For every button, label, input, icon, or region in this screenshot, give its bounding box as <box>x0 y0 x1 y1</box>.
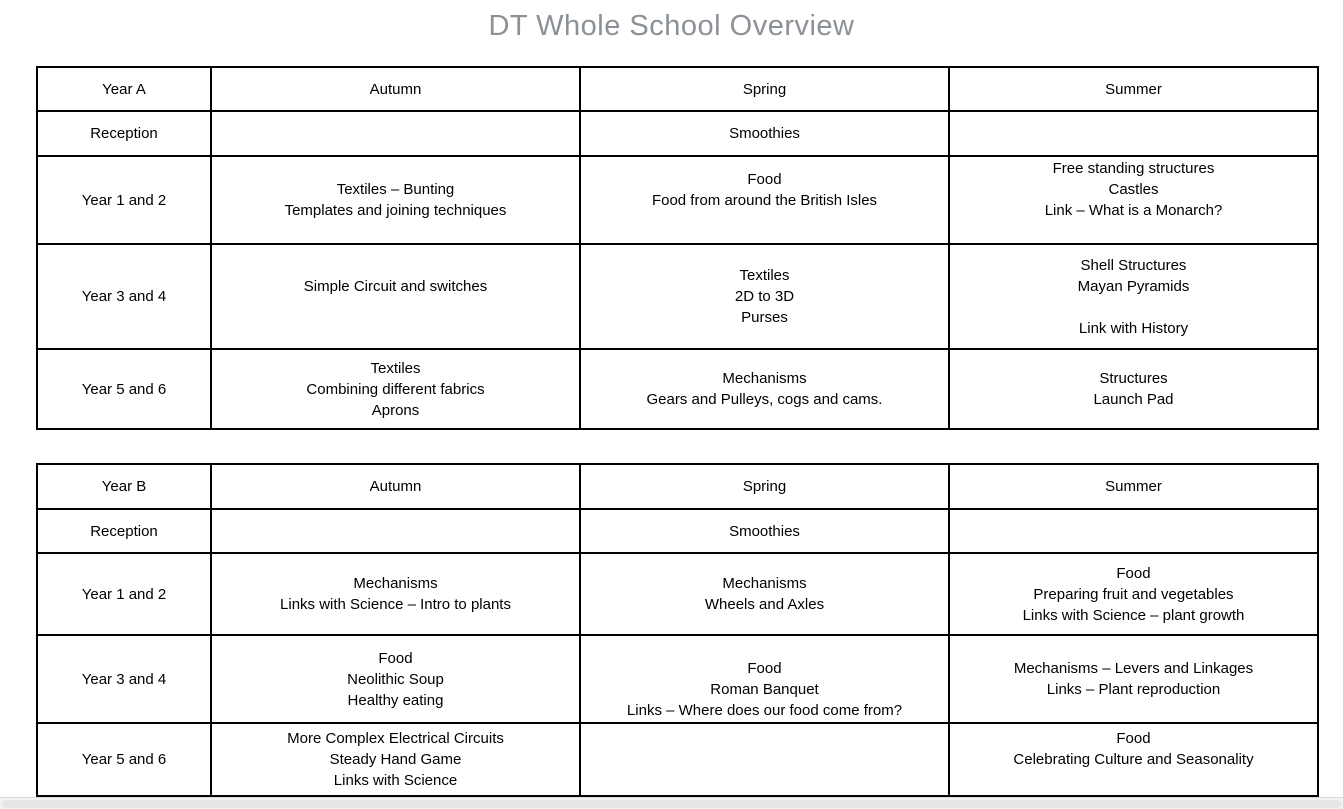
cell-line: Textiles <box>370 359 421 377</box>
cell-line: Links with Science <box>333 772 458 789</box>
cell-line: Shell Structures <box>1080 256 1187 274</box>
cell-line <box>956 297 1311 318</box>
cell-line: Link with History <box>1078 319 1189 337</box>
autumn-cell <box>211 244 580 349</box>
cell-line: Celebrating Culture and Seasonality <box>1013 751 1254 768</box>
row-label-cell: Year 1 and 2 <box>37 553 211 635</box>
cell-line: Mechanisms <box>722 370 807 387</box>
tables-container <box>0 66 1343 797</box>
year-b-table <box>36 463 1319 797</box>
spring-cell <box>580 156 949 244</box>
year-group-header-cell: Year A <box>37 67 211 111</box>
row-label-cell: Year 3 and 4 <box>37 244 211 349</box>
table-row <box>37 244 1318 349</box>
table-row <box>37 635 1318 723</box>
autumn-cell <box>211 156 580 244</box>
spring-cell <box>580 723 949 796</box>
cell-line: Castles <box>1108 181 1159 198</box>
cell-line: Smoothies <box>729 125 800 142</box>
autumn-cell <box>211 553 580 635</box>
table-row <box>37 111 1318 156</box>
horizontal-scrollbar[interactable] <box>0 797 1343 809</box>
row-label-cell: Reception <box>37 509 211 553</box>
cell-line <box>956 770 1311 791</box>
cell-line: Free standing structures <box>1052 160 1215 177</box>
cell-line: Launch Pad <box>1093 391 1174 408</box>
spring-cell <box>580 111 949 156</box>
cell-line: Links – Where does our food come from? <box>626 702 903 719</box>
cell-line: Smoothies <box>729 522 800 540</box>
summer-cell <box>949 111 1318 156</box>
cell-line: Combining different fabrics <box>306 380 485 398</box>
cell-line <box>218 297 573 318</box>
cell-line: Food <box>1116 730 1151 747</box>
cell-line: Links – Plant reproduction <box>1046 681 1221 698</box>
autumn-cell <box>211 349 580 429</box>
table-row <box>37 553 1318 635</box>
term-header-cell: Summer <box>949 67 1318 111</box>
cell-line: Links with Science – plant growth <box>1022 606 1245 624</box>
table-row <box>37 156 1318 244</box>
horizontal-scrollbar-thumb[interactable] <box>2 800 1341 808</box>
cell-line <box>956 221 1311 242</box>
term-header-cell: Summer <box>949 464 1318 509</box>
table-row <box>37 723 1318 796</box>
summer-cell <box>949 553 1318 635</box>
cell-line: Food <box>747 660 782 677</box>
cell-line: 2D to 3D <box>734 288 795 305</box>
cell-line: Healthy eating <box>347 691 444 709</box>
cell-line: Gears and Pulleys, cogs and cams. <box>646 391 883 408</box>
term-header-cell: Spring <box>580 67 949 111</box>
cell-line: Purses <box>741 309 788 326</box>
spring-cell <box>580 553 949 635</box>
autumn-cell <box>211 723 580 796</box>
spring-cell <box>580 509 949 553</box>
cell-line: Food from around the British Isles <box>651 191 878 209</box>
cell-line: Neolithic Soup <box>347 670 444 688</box>
row-label-cell: Year 5 and 6 <box>37 723 211 796</box>
summer-cell <box>949 349 1318 429</box>
page-title: DT Whole School Overview <box>488 10 855 42</box>
table-row <box>37 509 1318 553</box>
cell-line: More Complex Electrical Circuits <box>287 730 504 747</box>
term-header-cell: Autumn <box>211 464 580 509</box>
cell-line: Mayan Pyramids <box>1077 277 1190 295</box>
cell-line: Food <box>747 170 782 188</box>
summer-cell <box>949 723 1318 796</box>
cell-line: Roman Banquet <box>710 681 819 698</box>
term-header-cell: Autumn <box>211 67 580 111</box>
row-label-cell: Year 5 and 6 <box>37 349 211 429</box>
summer-cell <box>949 509 1318 553</box>
cell-line: Textiles <box>739 267 790 284</box>
cell-line: Mechanisms – Levers and Linkages <box>1013 660 1254 677</box>
cell-line: Mechanisms <box>353 575 438 592</box>
summer-cell <box>949 635 1318 723</box>
term-header-cell: Spring <box>580 464 949 509</box>
cell-line: Templates and joining techniques <box>284 202 507 219</box>
cell-line: Steady Hand Game <box>329 751 462 768</box>
autumn-cell <box>211 509 580 553</box>
row-label-cell: Year 1 and 2 <box>37 156 211 244</box>
row-label-cell: Year 3 and 4 <box>37 635 211 723</box>
summer-cell <box>949 244 1318 349</box>
year-group-header-cell: Year B <box>37 464 211 509</box>
autumn-cell <box>211 635 580 723</box>
cell-line: Links with Science – Intro to plants <box>280 596 511 613</box>
cell-line: Structures <box>1099 370 1168 387</box>
cell-line <box>587 637 942 658</box>
autumn-cell <box>211 111 580 156</box>
cell-line: Textiles – Bunting <box>336 181 455 198</box>
cell-line: Mechanisms <box>722 575 807 592</box>
spring-cell <box>580 349 949 429</box>
cell-line: Preparing fruit and vegetables <box>1033 585 1234 603</box>
header-row <box>37 67 1318 111</box>
header-row <box>37 464 1318 509</box>
cell-line: Food <box>378 649 413 667</box>
cell-line: Link – What is a Monarch? <box>1044 202 1223 219</box>
cell-line: Wheels and Axles <box>704 596 825 613</box>
cell-line: Simple Circuit and switches <box>303 277 488 295</box>
row-label-cell: Reception <box>37 111 211 156</box>
table-row <box>37 349 1318 429</box>
year-a-table <box>36 66 1319 430</box>
spring-cell <box>580 244 949 349</box>
spring-cell <box>580 635 949 723</box>
cell-line: Food <box>1116 564 1151 582</box>
summer-cell <box>949 156 1318 244</box>
cell-line <box>587 211 942 232</box>
cell-line: Aprons <box>371 401 420 419</box>
